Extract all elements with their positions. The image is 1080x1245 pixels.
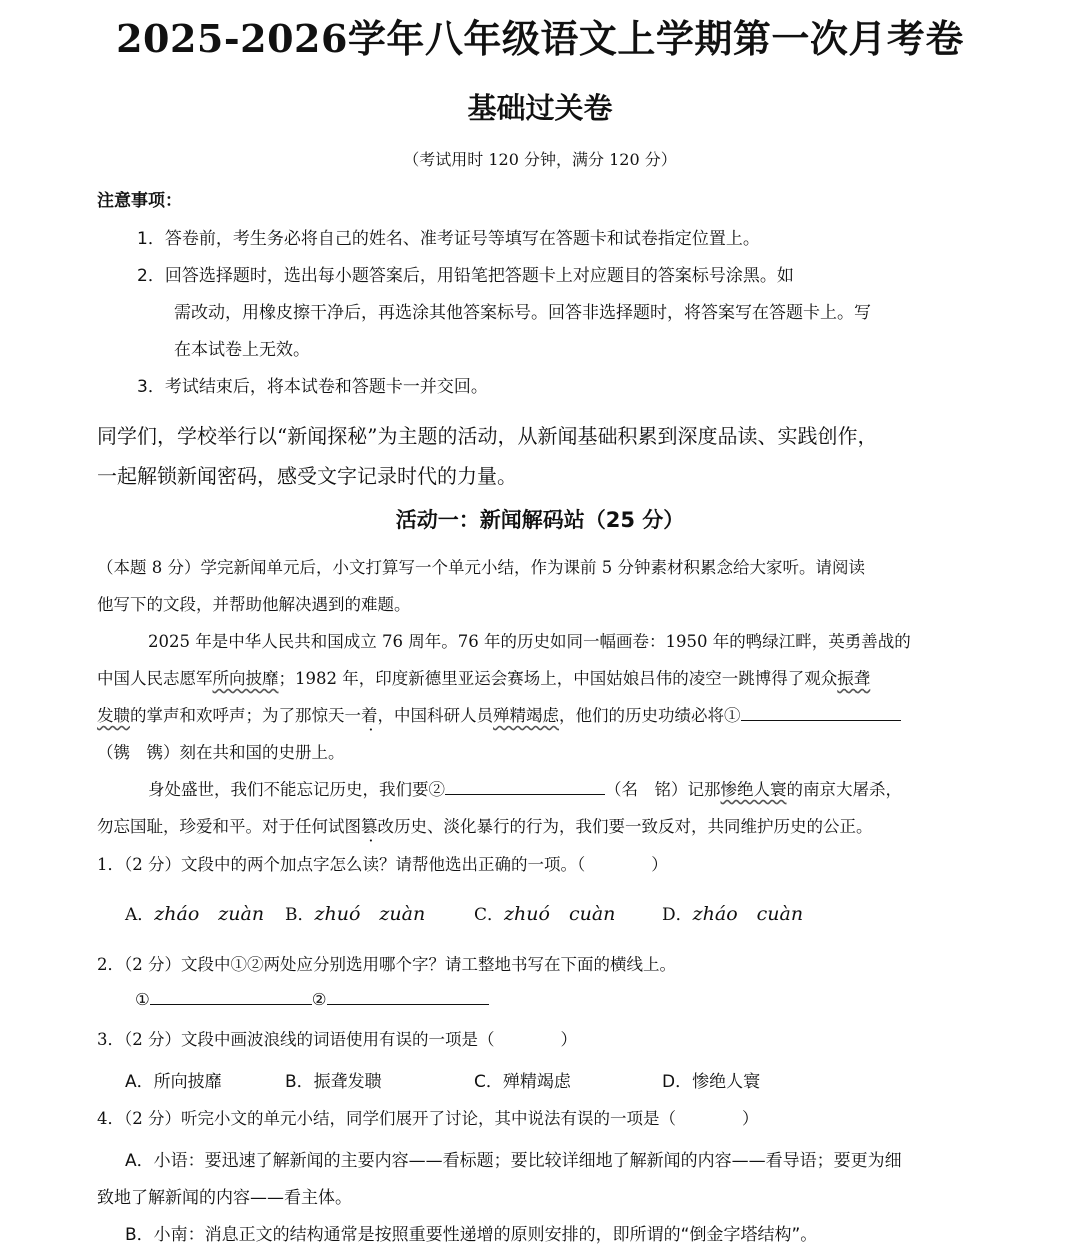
activity-heading: 活动一：新闻解码站（25 分） — [395, 508, 685, 532]
q3-option-a[interactable]: A．所向披靡 — [125, 1072, 222, 1092]
answer-blank-2[interactable] — [445, 778, 605, 795]
q2-blank-2[interactable] — [327, 988, 489, 1005]
option-pinyin: zháo cuàn — [692, 903, 804, 925]
q4-option-b-line-1[interactable]: B．小南：消息正文的结构通常是按照重要性递增的原则安排的，即所谓的“倒金字塔结构”。 — [125, 1225, 818, 1245]
passage-text: 身处盛世，我们不能忘记历史，我们要② — [148, 780, 445, 799]
answer-blank-1[interactable] — [741, 704, 901, 721]
dotted-char-1: 着 — [361, 706, 378, 725]
notice-item-2-line-1: 2．回答选择题时，选出每小题答案后，用铅笔把答题卡上对应题目的答案标号涂黑。如 — [137, 266, 794, 286]
q1-option-c[interactable] — [474, 899, 615, 926]
passage-text: 的掌声和欢呼声；为了那惊天一 — [130, 706, 361, 725]
option-label: A． — [125, 905, 155, 925]
passage-p1-line-4: （镌 镌）刻在共和国的史册上。 — [97, 743, 345, 762]
q3-option-b[interactable]: B．振聋发聩 — [285, 1072, 382, 1092]
passage-p1-line-3 — [97, 702, 901, 726]
passage-text: （名 铭）记那 — [605, 780, 721, 799]
q1-stem: 1．（2 分）文段中的两个加点字怎么读？请帮他选出正确的一项。（ ） — [97, 855, 668, 874]
intro-line-2: 一起解锁新闻密码，感受文字记录时代的力量。 — [97, 464, 517, 488]
q2-marker-2: ② — [311, 990, 327, 1009]
passage-text: ，中国科研人员 — [377, 706, 493, 725]
option-label: B． — [285, 905, 315, 925]
q4-stem: 4．（2 分）听完小文的单元小结，同学们展开了讨论，其中说法有误的一项是（ ） — [97, 1109, 759, 1128]
q2-answer-line — [135, 988, 489, 1009]
passage-p2-line-1 — [148, 776, 902, 800]
passage-text: 勿忘国耻，珍爱和平。对于任何试图 — [97, 817, 361, 836]
dotted-char-2: 篡 — [361, 817, 378, 836]
notice-item-2-line-2: 需改动，用橡皮擦干净后，再选涂其他答案标号。回答非选择题时，将答案写在答题卡上。写 — [174, 303, 871, 323]
q3-option-d[interactable]: D．惨绝人寰 — [662, 1072, 761, 1092]
exam-subtitle: 基础过关卷 — [467, 91, 613, 125]
notice-item-3: 3．考试结束后，将本试卷和答题卡一并交回。 — [137, 377, 488, 397]
exam-time-note: （考试用时 120 分钟，满分 120 分） — [403, 150, 677, 169]
intro-line-1: 同学们，学校举行以“新闻探秘”为主题的活动，从新闻基础积累到深度品读、实践创作， — [97, 424, 878, 448]
wavy-word-3: 殚精竭虑 — [493, 706, 559, 725]
option-pinyin: zhuó cuàn — [504, 903, 616, 925]
q2-blank-1[interactable] — [150, 988, 312, 1005]
option-label: C． — [474, 905, 505, 925]
q1-option-d[interactable] — [662, 899, 803, 926]
passage-text: 中国人民志愿军 — [97, 669, 213, 688]
option-pinyin: zhuó zuàn — [314, 903, 426, 925]
notice-item-2-line-3: 在本试卷上无效。 — [174, 340, 310, 360]
passage-p2-line-2 — [97, 813, 873, 837]
passage-text: 的南京大屠杀， — [786, 780, 902, 799]
passage-p1-line-2 — [97, 665, 870, 689]
q4-option-a-line-1[interactable]: A．小语：要迅速了解新闻的主要内容——看标题；要比较详细地了解新闻的内容——看导语；要更为细 — [125, 1151, 902, 1171]
passage-p1-line-1: 2025 年是中华人民共和国成立 76 周年。76 年的历史如同一幅画卷：1950 年的鸭绿江畔，英勇善战的 — [148, 632, 911, 651]
wavy-word-2-part-1: 振聋 — [837, 669, 871, 688]
q4-option-a-line-2: 致地了解新闻的内容——看主体。 — [97, 1188, 352, 1208]
lead-line-1: （本题 8 分）学完新闻单元后，小文打算写一个单元小结，作为课前 5 分钟素材积累念给大家听。请阅读 — [97, 558, 865, 577]
passage-text: 改历史、淡化暴行的行为，我们要一致反对，共同维护历史的公正。 — [377, 817, 873, 836]
passage-text: ；1982 年，印度新德里亚运会赛场上，中国姑娘吕伟的凌空一跳博得了观众 — [278, 669, 838, 688]
passage-text: ，他们的历史功绩必将① — [559, 706, 741, 725]
q1-option-a[interactable] — [125, 899, 264, 926]
lead-line-2: 他写下的文段，并帮助他解决遇到的难题。 — [97, 595, 411, 614]
option-label: D． — [662, 905, 693, 925]
wavy-word-2-part-2: 发聩 — [97, 706, 130, 725]
option-pinyin: zháo zuàn — [154, 903, 265, 925]
q2-stem: 2．（2 分）文段中①②两处应分别选用哪个字？请工整地书写在下面的横线上。 — [97, 955, 676, 974]
exam-title: 2025-2026学年八年级语文上学期第一次月考卷 — [116, 16, 964, 61]
notice-heading: 注意事项： — [97, 191, 182, 211]
wavy-word-4: 惨绝人寰 — [720, 780, 787, 799]
wavy-word-1: 所向披靡 — [212, 669, 279, 688]
q3-option-c[interactable]: C．殚精竭虑 — [474, 1072, 571, 1092]
q3-stem: 3．（2 分）文段中画波浪线的词语使用有误的一项是（ ） — [97, 1030, 577, 1049]
q1-option-b[interactable] — [285, 899, 425, 926]
notice-item-1: 1．答卷前，考生务必将自己的姓名、准考证号等填写在答题卡和试卷指定位置上。 — [137, 229, 760, 249]
q2-marker-1: ① — [135, 990, 150, 1009]
